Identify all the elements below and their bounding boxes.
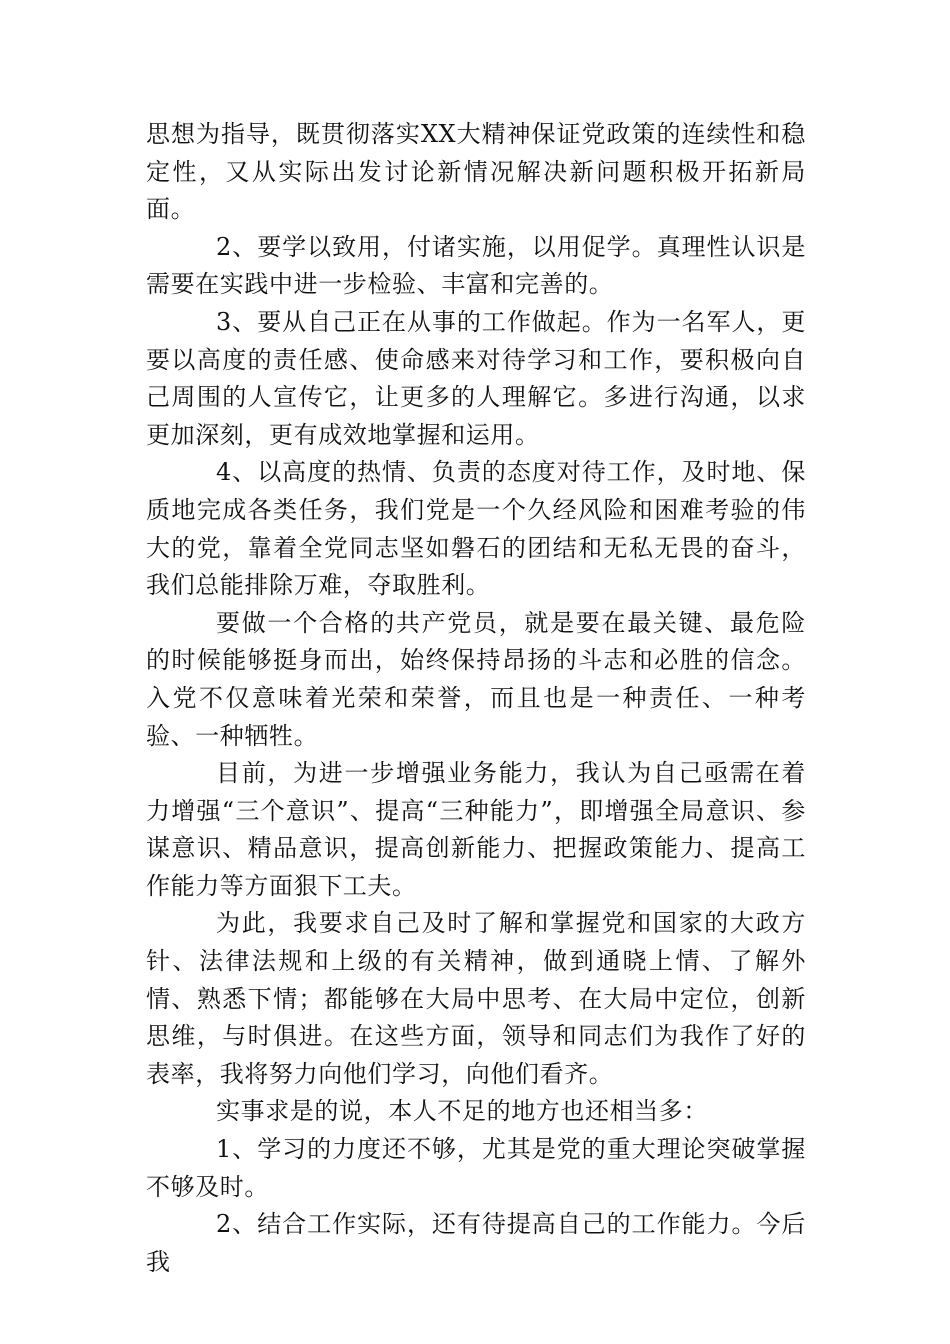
- paragraph-10: 2、结合工作实际，还有待提高自己的工作能力。今后我: [146, 1210, 806, 1276]
- paragraph-9: 1、学习的力度还不够，尤其是党的重大理论突破掌握不够及时。: [146, 1135, 806, 1201]
- document-body: [146, 116, 806, 1281]
- paragraph-1: 思想为指导，既贯彻落实XX大精神保证党政策的连续性和稳定性，又从实际出发讨论新情况解决新问题积极开拓新局面。: [146, 120, 806, 224]
- paragraph-3: 3、要从自己正在从事的工作做起。作为一名军人，更要以高度的责任感、使命感来对待学习和工作，要积极向自己周围的人宣传它，让更多的人理解它。多进行沟通，以求更加深刻，更有成效地掌握和运用。: [146, 307, 806, 449]
- paragraph-2: 2、要学以致用，付诸实施，以用促学。真理性认识是需要在实践中进一步检验、丰富和完善的。: [146, 232, 806, 299]
- paragraph-7: 为此，我要求自己及时了解和掌握党和国家的大政方针、法律法规和上级的有关精神，做到通晓上情、了解外情、熟悉下情；都能够在大局中思考、在大局中定位，创新思维，与时俱进。在这些方面，领导和同志们为我作了好的表率，我将努力向他们学习，向他们看齐。: [146, 909, 806, 1088]
- paragraph-6: 目前，为进一步增强业务能力，我认为自己亟需在着力增强“三个意识”、提高“三种能力”，即增强全局意识、参谋意识、精品意识，提高创新能力、把握政策能力、提高工作能力等方面狠下工夫。: [146, 759, 806, 900]
- paragraph-8: 实事求是的说，本人不足的地方也还相当多：: [216, 1097, 708, 1126]
- paragraph-5: 要做一个合格的共产党员，就是要在最关键、最危险的时候能够挺身而出，始终保持昂扬的斗志和必胜的信念。入党不仅意味着光荣和荣誉，而且也是一种责任、一种考验、一种牺牲。: [146, 608, 806, 750]
- paragraph-4: 4、以高度的热情、负责的态度对待工作，及时地、保质地完成各类任务，我们党是一个久经风险和困难考验的伟大的党，靠着全党同志坚如磐石的团结和无私无畏的奋斗，我们总能排除万难，夺取胜利。: [146, 458, 806, 600]
